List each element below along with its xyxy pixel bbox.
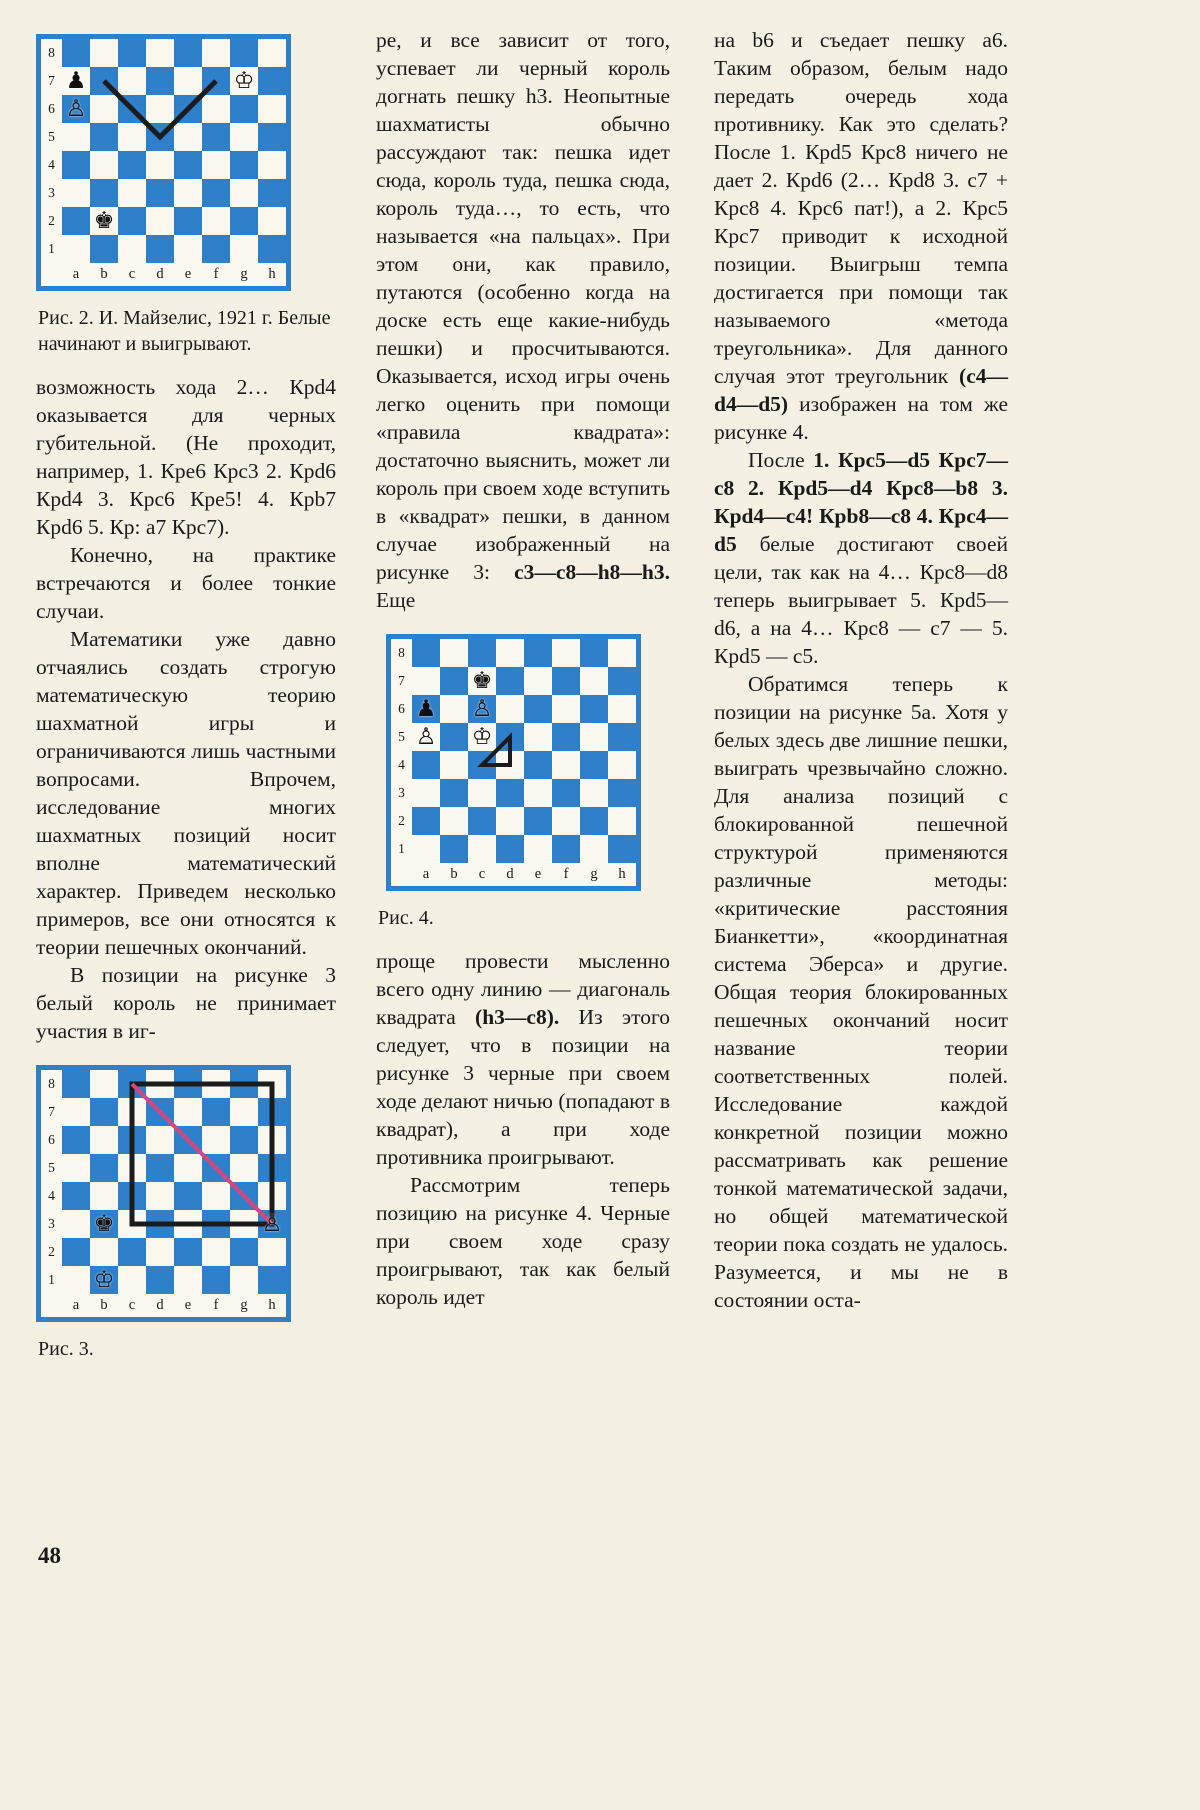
square xyxy=(202,1154,230,1182)
square xyxy=(118,1210,146,1238)
black-king-icon: ♚ xyxy=(93,1211,115,1237)
square xyxy=(90,67,118,95)
square xyxy=(580,695,608,723)
move-notation: (с4—d4—d5) xyxy=(714,364,1008,416)
square xyxy=(174,1238,202,1266)
board-corner xyxy=(41,263,62,286)
file-label: f xyxy=(563,866,569,882)
column-middle xyxy=(376,26,670,1311)
square xyxy=(202,1210,230,1238)
square xyxy=(496,723,524,751)
rank-label: 1 xyxy=(48,241,55,256)
square xyxy=(440,723,468,751)
square xyxy=(118,95,146,123)
square xyxy=(440,667,468,695)
square xyxy=(230,1210,258,1238)
square xyxy=(62,151,90,179)
board-grid xyxy=(62,39,286,263)
text-run: Еще xyxy=(376,588,416,612)
square xyxy=(202,235,230,263)
square xyxy=(146,235,174,263)
square xyxy=(496,751,524,779)
file-labels xyxy=(62,263,286,286)
square xyxy=(580,807,608,835)
file-label: d xyxy=(506,866,514,882)
paragraph xyxy=(36,541,336,625)
white-king-icon: ♔ xyxy=(93,1267,115,1293)
file-label: f xyxy=(213,1297,219,1313)
text-run: возможность хода 2… Крd4 оказывается для черных губительной. (Не проходит, например, 1. Кре6 Крс3 2. Крd6 Крd4 3. Крс6 Кре5! 4. Крb7 Крd6 5. Кр: а7 Крс7). xyxy=(36,375,336,539)
file-label: e xyxy=(534,866,542,882)
square xyxy=(118,1098,146,1126)
square xyxy=(202,1266,230,1294)
white-king-icon: ♔ xyxy=(233,68,255,94)
square xyxy=(580,779,608,807)
square xyxy=(174,1154,202,1182)
rank-label: 7 xyxy=(48,73,55,88)
figure-caption: Рис. 3. xyxy=(38,1338,94,1360)
square xyxy=(230,123,258,151)
square xyxy=(90,1070,118,1098)
square xyxy=(230,1070,258,1098)
rank-label: 6 xyxy=(48,1132,55,1147)
square xyxy=(440,835,468,863)
square xyxy=(174,39,202,67)
square xyxy=(258,67,286,95)
black-king-icon: ♚ xyxy=(93,208,115,234)
square xyxy=(258,1266,286,1294)
square xyxy=(468,751,496,779)
square xyxy=(90,179,118,207)
square xyxy=(118,235,146,263)
rank-label: 4 xyxy=(398,757,405,772)
square xyxy=(468,835,496,863)
square xyxy=(62,1182,90,1210)
text-run: ре, и все зависит от того, успевает ли черный король догнать пешку h3. Неопытные шахматисты обычно рассуждают так: пешка идет сюда, король туда, пешка сюда, король туда…, то есть, что называется «на пальцах». При этом они, как правило, путаются (особенно когда на доске есть еще какие-нибудь пешки) и просчитываются. Оказывается, исход игры очень легко оценить при помощи «правила квадрата»: достаточно выяснить, может ли король при своем ходе вступить в «квадрат» пешки, в данном случае изображенный на рисунке 3: xyxy=(376,28,670,584)
square xyxy=(608,723,636,751)
file-label: b xyxy=(100,1297,108,1313)
square xyxy=(580,639,608,667)
rank-label: 5 xyxy=(398,729,405,744)
square xyxy=(174,1070,202,1098)
square xyxy=(608,807,636,835)
paragraph xyxy=(36,373,336,541)
square xyxy=(258,1098,286,1126)
square xyxy=(90,1238,118,1266)
file-label: a xyxy=(422,866,430,882)
square xyxy=(580,667,608,695)
square xyxy=(146,1098,174,1126)
square xyxy=(230,95,258,123)
square xyxy=(146,207,174,235)
square xyxy=(258,123,286,151)
square xyxy=(258,1154,286,1182)
rank-label: 8 xyxy=(398,645,405,660)
square xyxy=(524,667,552,695)
square xyxy=(90,235,118,263)
rank-label: 2 xyxy=(48,1244,55,1259)
square xyxy=(174,1182,202,1210)
square xyxy=(552,751,580,779)
file-label: h xyxy=(268,266,276,282)
square xyxy=(118,1266,146,1294)
square xyxy=(146,1182,174,1210)
text-run: В позиции на рисунке 3 белый король не принимает участия в иг- xyxy=(36,963,336,1043)
square xyxy=(202,179,230,207)
file-label: g xyxy=(240,1297,248,1313)
square xyxy=(496,667,524,695)
square xyxy=(62,1098,90,1126)
file-label: b xyxy=(450,866,458,882)
square xyxy=(146,1154,174,1182)
square xyxy=(468,779,496,807)
square xyxy=(118,151,146,179)
square xyxy=(230,1238,258,1266)
rank-label: 5 xyxy=(48,129,55,144)
text-run: проще провести мысленно всего одну линию — диагональ квадрата xyxy=(376,949,670,1029)
rank-label: 4 xyxy=(48,157,55,172)
square xyxy=(230,1126,258,1154)
text-run: Обратимся теперь к позиции на рисунке 5а. Хотя у белых здесь две лишние пешки, выиграть чрезвычайно сложно. Для анализа позиций с блокированной пешечной структурой применяются различные методы: «критические расстояния Бианкетти», «координатная система Эберса» и другие. Общая теория блокированных пешечных окончаний носит название теории соответственных полей. Исследование каждой конкретной позиции можно рассматривать как решение тонкой математической задачи, но общей математической теории пока создать не удалось. Разумеется, и мы не в состоянии оста- xyxy=(714,672,1008,1312)
square xyxy=(608,695,636,723)
square xyxy=(524,807,552,835)
black-pawn-icon: ♟ xyxy=(65,68,87,94)
square xyxy=(440,779,468,807)
square xyxy=(202,1070,230,1098)
square xyxy=(118,1238,146,1266)
text-run: Из этого следует, что в позиции на рисунке 3 черные при своем ходе делают ничью (попадают в квадрат), а при ходе противника проигрывают. xyxy=(376,1005,670,1169)
chess-board xyxy=(386,634,641,891)
square xyxy=(62,39,90,67)
square xyxy=(608,779,636,807)
text-run: Конечно, на практике встречаются и более тонкие случаи. xyxy=(36,543,336,623)
rank-label: 8 xyxy=(48,1076,55,1091)
square xyxy=(174,1126,202,1154)
board-grid xyxy=(412,639,636,863)
paragraph xyxy=(714,446,1008,670)
square xyxy=(146,1070,174,1098)
square xyxy=(496,779,524,807)
chess-figure-fig2 xyxy=(36,34,291,291)
square xyxy=(146,151,174,179)
square xyxy=(412,807,440,835)
move-notation: 1. Крс5—d5 Крс7—с8 2. Крd5—d4 Крс8—b8 3. Крd4—с4! Крb8—с8 4. Крс4—d5 xyxy=(714,448,1008,556)
square xyxy=(524,695,552,723)
rank-label: 6 xyxy=(398,701,405,716)
paragraph xyxy=(376,947,670,1171)
square xyxy=(174,1098,202,1126)
square xyxy=(608,639,636,667)
square xyxy=(90,123,118,151)
square xyxy=(174,179,202,207)
square xyxy=(90,39,118,67)
paragraph xyxy=(376,1171,670,1311)
square xyxy=(524,835,552,863)
chess-board xyxy=(36,1065,291,1322)
square xyxy=(258,151,286,179)
square xyxy=(118,1126,146,1154)
square xyxy=(258,95,286,123)
square xyxy=(174,123,202,151)
square xyxy=(202,151,230,179)
black-pawn-icon: ♟ xyxy=(415,696,437,722)
move-notation: (h3—c8). xyxy=(475,1005,560,1029)
square xyxy=(146,1210,174,1238)
square xyxy=(174,1210,202,1238)
square xyxy=(146,123,174,151)
square xyxy=(90,151,118,179)
square xyxy=(90,95,118,123)
square xyxy=(118,179,146,207)
file-label: f xyxy=(213,266,219,282)
page-number: 48 xyxy=(38,1543,61,1568)
file-label: h xyxy=(268,1297,276,1313)
black-king-icon: ♚ xyxy=(471,668,493,694)
square xyxy=(608,667,636,695)
square xyxy=(552,779,580,807)
square xyxy=(146,67,174,95)
square xyxy=(62,1126,90,1154)
file-label: d xyxy=(156,1297,164,1313)
square xyxy=(62,179,90,207)
column-right xyxy=(714,26,1008,1314)
rank-labels xyxy=(41,1070,62,1294)
text-run: Математики уже давно отчаялись создать строгую математическую теорию шахматной игры и ограничиваются лишь частными вопросами. Впрочем, исследование многих шахматных позиций носит вполне математический характер. Приведем несколько примеров, все они относятся к теории пешечных окончаний. xyxy=(36,627,336,959)
white-king-icon: ♔ xyxy=(471,724,493,750)
white-pawn-icon: ♙ xyxy=(471,696,493,722)
square xyxy=(496,807,524,835)
square xyxy=(202,123,230,151)
square xyxy=(580,723,608,751)
square xyxy=(412,751,440,779)
square xyxy=(496,835,524,863)
file-label: a xyxy=(72,266,80,282)
square xyxy=(552,835,580,863)
column-left xyxy=(36,34,336,1378)
square xyxy=(412,667,440,695)
board-corner xyxy=(391,863,412,886)
file-label: e xyxy=(184,1297,192,1313)
square xyxy=(580,751,608,779)
square xyxy=(90,1182,118,1210)
square xyxy=(496,639,524,667)
white-pawn-icon: ♙ xyxy=(261,1211,283,1237)
rank-label: 7 xyxy=(398,673,405,688)
square xyxy=(202,1238,230,1266)
file-label: g xyxy=(240,266,248,282)
square xyxy=(608,751,636,779)
square xyxy=(552,723,580,751)
square xyxy=(468,639,496,667)
square xyxy=(62,1266,90,1294)
square xyxy=(174,95,202,123)
square xyxy=(90,1098,118,1126)
square xyxy=(230,1154,258,1182)
text-run: белые достигают своей цели, так как на 4… Крс8—d8 теперь выигрывает 5. Крd5—d6, а на 4… Крс8 — с7 — 5. Крd5 — с5. xyxy=(714,532,1008,668)
paragraph xyxy=(376,26,670,614)
square xyxy=(258,207,286,235)
square xyxy=(62,235,90,263)
rank-label: 3 xyxy=(398,785,405,800)
file-label: e xyxy=(184,266,192,282)
rank-label: 5 xyxy=(48,1160,55,1175)
square xyxy=(258,1070,286,1098)
square xyxy=(468,807,496,835)
square xyxy=(62,1210,90,1238)
square xyxy=(230,179,258,207)
square xyxy=(62,207,90,235)
move-notation: c3—c8—h8—h3. xyxy=(514,560,670,584)
rank-label: 3 xyxy=(48,1216,55,1231)
square xyxy=(202,207,230,235)
file-label: g xyxy=(590,866,598,882)
square xyxy=(230,1266,258,1294)
square xyxy=(440,807,468,835)
square xyxy=(202,39,230,67)
square xyxy=(202,1182,230,1210)
square xyxy=(230,1182,258,1210)
rank-label: 4 xyxy=(48,1188,55,1203)
file-label: c xyxy=(128,1297,136,1313)
square xyxy=(118,67,146,95)
board-grid xyxy=(62,1070,286,1294)
chess-board xyxy=(36,34,291,291)
square xyxy=(412,639,440,667)
square xyxy=(258,1126,286,1154)
square xyxy=(440,695,468,723)
rank-label: 8 xyxy=(48,45,55,60)
figure-caption: Рис. 4. xyxy=(378,907,434,929)
file-label: c xyxy=(128,266,136,282)
square xyxy=(146,1266,174,1294)
square xyxy=(230,151,258,179)
square xyxy=(62,1070,90,1098)
square xyxy=(202,1126,230,1154)
text-run: изображен на том же рисунке 4. xyxy=(714,392,1008,444)
square xyxy=(258,1182,286,1210)
square xyxy=(230,207,258,235)
square xyxy=(90,1154,118,1182)
square xyxy=(146,1126,174,1154)
square xyxy=(524,639,552,667)
rank-label: 2 xyxy=(398,813,405,828)
square xyxy=(202,95,230,123)
text-run: Рассмотрим теперь позицию на рисунке 4. Черные при своем ходе сразу проигрывают, так как белый король идет xyxy=(376,1173,670,1309)
chess-figure-fig3 xyxy=(36,1065,291,1322)
rank-label: 1 xyxy=(398,841,405,856)
chess-figure-fig4 xyxy=(386,634,641,891)
file-label: b xyxy=(100,266,108,282)
square xyxy=(174,207,202,235)
square xyxy=(608,835,636,863)
file-label: d xyxy=(156,266,164,282)
square xyxy=(118,39,146,67)
file-labels xyxy=(62,1294,286,1317)
file-label: a xyxy=(72,1297,80,1313)
square xyxy=(118,1154,146,1182)
square xyxy=(118,1070,146,1098)
square xyxy=(580,835,608,863)
square xyxy=(62,1154,90,1182)
file-label: h xyxy=(618,866,626,882)
square xyxy=(90,1126,118,1154)
square xyxy=(412,835,440,863)
square xyxy=(552,639,580,667)
square xyxy=(440,639,468,667)
file-label: c xyxy=(478,866,486,882)
square xyxy=(258,179,286,207)
white-pawn-icon: ♙ xyxy=(65,96,87,122)
text-run: После xyxy=(748,448,814,472)
rank-labels xyxy=(41,39,62,263)
rank-label: 2 xyxy=(48,213,55,228)
square xyxy=(524,723,552,751)
square xyxy=(174,151,202,179)
square xyxy=(174,235,202,263)
square xyxy=(146,39,174,67)
text-run: на b6 и съедает пешку а6. Таким образом, белым надо передать очередь хода противнику. Как это сделать? После 1. Крd5 Крс8 ничего не дает 2. Крd6 (2… Крd8 3. с7 + Крс8 4. Крс6 пат!), а 2. Крс5 Крс7 приводит к исходной позиции. Выигрыш темпа достигается при помощи так называемого «метода треугольника». Для данного случая этот треугольник xyxy=(714,28,1008,388)
square xyxy=(258,1238,286,1266)
paragraph xyxy=(714,670,1008,1314)
square xyxy=(146,95,174,123)
square xyxy=(118,1182,146,1210)
rank-label: 1 xyxy=(48,1272,55,1287)
figure-caption: Рис. 2. И. Майзелис, 1921 г. Белые начинают и выигрывают. xyxy=(38,307,331,355)
rank-label: 7 xyxy=(48,1104,55,1119)
square xyxy=(230,39,258,67)
square xyxy=(230,235,258,263)
square xyxy=(258,235,286,263)
square xyxy=(146,1238,174,1266)
board-corner xyxy=(41,1294,62,1317)
square xyxy=(258,39,286,67)
paragraph xyxy=(36,625,336,961)
square xyxy=(552,807,580,835)
square xyxy=(496,695,524,723)
square xyxy=(552,695,580,723)
square xyxy=(440,751,468,779)
square xyxy=(62,1238,90,1266)
rank-label: 3 xyxy=(48,185,55,200)
square xyxy=(174,67,202,95)
file-labels xyxy=(412,863,636,886)
paragraph xyxy=(36,961,336,1045)
square xyxy=(524,779,552,807)
square xyxy=(202,67,230,95)
square xyxy=(524,751,552,779)
square xyxy=(230,1098,258,1126)
rank-labels xyxy=(391,639,412,863)
white-pawn-icon: ♙ xyxy=(415,724,437,750)
square xyxy=(118,207,146,235)
square xyxy=(118,123,146,151)
square xyxy=(62,123,90,151)
square xyxy=(202,1098,230,1126)
rank-label: 6 xyxy=(48,101,55,116)
square xyxy=(146,179,174,207)
square xyxy=(552,667,580,695)
square xyxy=(174,1266,202,1294)
square xyxy=(412,779,440,807)
paragraph xyxy=(714,26,1008,446)
